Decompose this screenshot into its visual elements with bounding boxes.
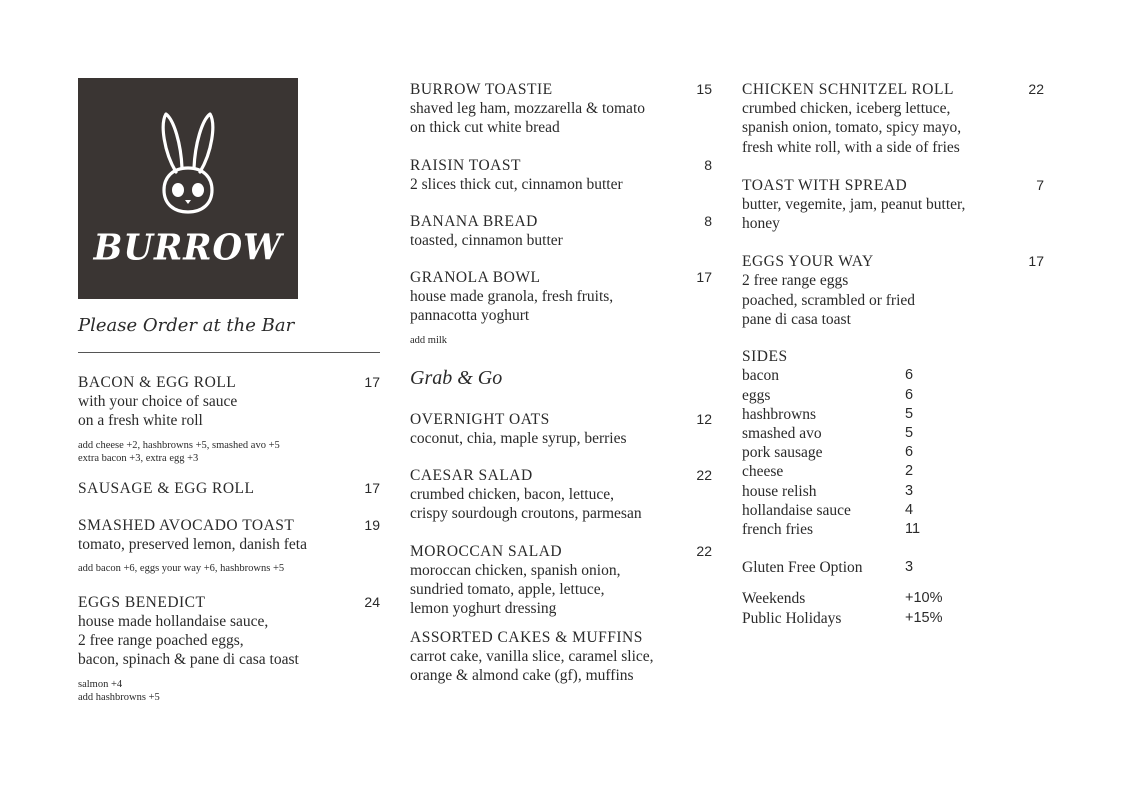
menu-item-price: 17 xyxy=(696,269,712,286)
price-row xyxy=(742,386,1044,405)
addon-line: add hashbrowns +5 xyxy=(78,691,160,703)
menu-item-price: 12 xyxy=(696,410,712,427)
menu-item xyxy=(410,542,712,619)
price-row-value: 6 xyxy=(905,444,914,461)
menu-item xyxy=(410,80,712,138)
price-row-value: 6 xyxy=(905,367,914,384)
price-row-value: 4 xyxy=(905,501,914,518)
menu-item-description: tomato, preserved lemon, danish feta xyxy=(78,535,307,553)
price-row-label: hollandaise sauce xyxy=(742,501,851,519)
price-row-label: Weekends xyxy=(742,590,806,608)
menu-item-description: on a fresh white roll xyxy=(78,412,203,430)
menu-item-name: GRANOLA BOWL xyxy=(410,269,541,287)
menu-item-description: 2 free range poached eggs, xyxy=(78,632,244,650)
price-row-label: Public Holidays xyxy=(742,609,842,627)
menu-column-middle xyxy=(410,80,712,685)
price-row-label: hashbrowns xyxy=(742,405,817,423)
burrow-logo xyxy=(78,78,298,299)
divider xyxy=(78,352,380,353)
menu-item xyxy=(410,212,712,250)
price-row xyxy=(742,443,1044,462)
menu-item-name: SAUSAGE & EGG ROLL xyxy=(78,479,255,497)
gluten-free-label: Gluten Free Option xyxy=(742,559,863,577)
logo-wordmark: BURROW xyxy=(93,227,283,269)
price-row-label: eggs xyxy=(742,386,771,404)
menu-item-name: BACON & EGG ROLL xyxy=(78,374,237,391)
price-row-label: house relish xyxy=(742,482,817,500)
price-row xyxy=(742,482,1044,501)
menu-item-description: house made hollandaise sauce, xyxy=(78,612,269,630)
menu-item-name: EGGS BENEDICT xyxy=(78,593,206,611)
menu-item-price: 7 xyxy=(1036,176,1044,193)
menu-list xyxy=(78,373,380,704)
price-row xyxy=(742,366,1044,385)
menu-item-name: RAISIN TOAST xyxy=(410,156,521,174)
price-row xyxy=(742,501,1044,520)
sides-list xyxy=(742,366,1044,539)
price-row-value: 11 xyxy=(905,521,921,537)
menu-item-price: 17 xyxy=(364,374,380,390)
addon-line: salmon +4 xyxy=(78,678,123,690)
price-row-label: cheese xyxy=(742,463,784,481)
price-row xyxy=(742,424,1044,443)
menu-item-description: toasted, cinnamon butter xyxy=(410,231,563,249)
menu-item-name: TOAST WITH SPREAD xyxy=(742,176,908,194)
menu-item-price: 8 xyxy=(704,212,712,229)
menu-item-description: 2 free range eggs xyxy=(742,272,849,290)
menu-item-description: crumbed chicken, iceberg lettuce, xyxy=(742,100,951,117)
gluten-free-price: 3 xyxy=(905,559,914,576)
menu-item-description: carrot cake, vanilla slice, caramel slice, xyxy=(410,647,654,665)
menu-item-description: lemon yoghurt dressing xyxy=(410,600,557,618)
menu-item xyxy=(742,176,1044,234)
price-row xyxy=(742,589,1044,608)
price-row-label: french fries xyxy=(742,521,813,538)
price-row-value: 2 xyxy=(905,463,914,480)
price-row xyxy=(742,609,1044,628)
addon-line: add bacon +6, eggs your way +6, hashbrowns +5 xyxy=(78,562,285,574)
price-row-value: 5 xyxy=(905,405,914,422)
menu-list xyxy=(742,80,1044,329)
menu-item-addons xyxy=(410,334,712,347)
menu-item-description: spanish onion, tomato, spicy mayo, xyxy=(742,119,962,137)
sides-title: SIDES xyxy=(742,348,788,366)
menu-item-name: CAESAR SALAD xyxy=(410,467,533,485)
menu-item xyxy=(742,80,1044,157)
menu-item-price: 22 xyxy=(696,542,712,559)
menu-item-description: fresh white roll, with a side of fries xyxy=(742,138,960,156)
menu-item-description: shaved leg ham, mozzarella & tomato xyxy=(410,100,645,117)
menu-item-price: 17 xyxy=(364,479,380,496)
menu-item-description: crispy sourdough croutons, parmesan xyxy=(410,505,642,523)
menu-item-name: MOROCCAN SALAD xyxy=(410,542,563,560)
price-row-value: 6 xyxy=(905,386,914,403)
menu-item-description: moroccan chicken, spanish onion, xyxy=(410,561,621,579)
price-row-label: pork sausage xyxy=(742,444,823,462)
section-title-grab-and-go: Grab & Go xyxy=(410,366,503,389)
menu-item-name: BURROW TOASTIE xyxy=(410,81,553,98)
price-row-value: +10% xyxy=(905,590,943,607)
order-at-bar-tagline: Please Order at the Bar xyxy=(78,315,295,336)
menu-item xyxy=(78,373,380,465)
menu-list xyxy=(410,410,712,685)
menu-item-description: butter, vegemite, jam, peanut butter, xyxy=(742,195,966,213)
price-row-label: smashed avo xyxy=(742,424,822,442)
menu-item xyxy=(410,466,712,524)
menu-item-addons xyxy=(78,562,380,575)
menu-item-price: 8 xyxy=(704,156,712,173)
addon-line: extra bacon +3, extra egg +3 xyxy=(78,452,199,464)
price-row xyxy=(742,405,1044,424)
menu-item-description: with your choice of sauce xyxy=(78,393,238,410)
menu-item-name: OVERNIGHT OATS xyxy=(410,410,550,428)
menu-item xyxy=(410,628,712,686)
menu-item-description: house made granola, fresh fruits, xyxy=(410,288,614,306)
rabbit-face-icon xyxy=(154,110,222,214)
menu-column-right xyxy=(742,80,1044,628)
menu-item xyxy=(410,156,712,194)
price-row xyxy=(742,462,1044,481)
price-row-label: bacon xyxy=(742,367,780,385)
price-row xyxy=(742,520,1044,539)
menu-item-description: pannacotta yoghurt xyxy=(410,307,530,325)
menu-item-price: 24 xyxy=(364,593,380,610)
addon-line: add milk xyxy=(410,334,448,346)
menu-item-name: ASSORTED CAKES & MUFFINS xyxy=(410,628,643,646)
menu-list xyxy=(410,80,712,347)
menu-item xyxy=(78,593,380,704)
price-row-value: 5 xyxy=(905,424,914,441)
menu-item xyxy=(410,410,712,448)
menu-item xyxy=(742,252,1044,329)
menu-item-description: crumbed chicken, bacon, lettuce, xyxy=(410,486,614,504)
menu-item-price: 15 xyxy=(696,81,712,97)
menu-item-addons xyxy=(78,439,380,465)
menu-item-description: on thick cut white bread xyxy=(410,119,560,137)
menu-item-description: sundried tomato, apple, lettuce, xyxy=(410,580,605,598)
surcharge-list xyxy=(742,589,1044,627)
menu-item-description: 2 slices thick cut, cinnamon butter xyxy=(410,175,623,193)
menu-item xyxy=(78,516,380,575)
menu-item-name: BANANA BREAD xyxy=(410,212,538,230)
menu-item-description: pane di casa toast xyxy=(742,311,851,329)
menu-item xyxy=(78,479,380,498)
gluten-free-row xyxy=(742,558,1044,577)
menu-column-left xyxy=(78,78,380,704)
menu-item-description: coconut, chia, maple syrup, berries xyxy=(410,429,627,447)
menu-item-name: EGGS YOUR WAY xyxy=(742,253,874,271)
menu-item-description: bacon, spinach & pane di casa toast xyxy=(78,651,299,669)
menu-item xyxy=(410,268,712,347)
price-row-value: +15% xyxy=(905,609,943,626)
menu-item-price: 17 xyxy=(1028,253,1044,270)
price-row-value: 3 xyxy=(905,482,914,499)
menu-item-description: orange & almond cake (gf), muffins xyxy=(410,666,634,684)
addon-line: add cheese +2, hashbrowns +5, smashed avo +5 xyxy=(78,439,280,451)
menu-item-name: CHICKEN SCHNITZEL ROLL xyxy=(742,81,954,98)
menu-item-description: poached, scrambled or fried xyxy=(742,291,916,309)
menu-item-description: honey xyxy=(742,215,780,233)
menu-item-price: 22 xyxy=(696,467,712,484)
menu-item-addons xyxy=(78,678,380,704)
menu-item-price: 22 xyxy=(1028,81,1044,97)
menu-item-price: 19 xyxy=(364,516,380,533)
menu-item-name: SMASHED AVOCADO TOAST xyxy=(78,516,295,534)
